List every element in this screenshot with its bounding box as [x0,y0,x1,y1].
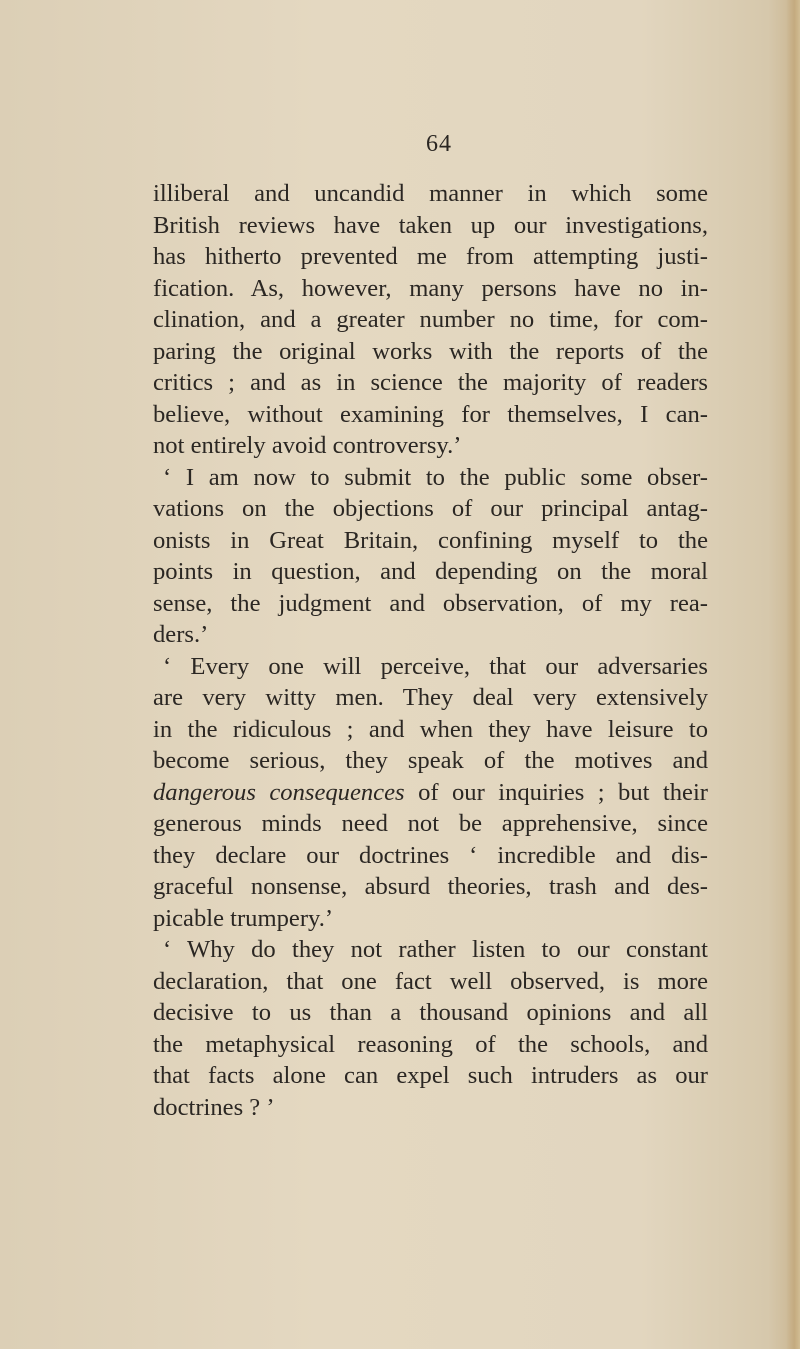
text-line: British reviews have taken up our investigations, [153,211,708,239]
text-line: onists in Great Britain, confining myself to the [153,526,708,554]
text-line: picable trumpery.’ [153,904,334,932]
text-line: not entirely avoid controversy.’ [153,432,462,459]
text-line: clination, and a greater number no time, for com- [153,306,708,333]
text-line: paring the original works with the reports of the [153,337,708,365]
text-line: that facts alone can expel such intruders as our [153,1062,708,1089]
text-line: decisive to us than a thousand opinions and all [153,999,708,1026]
text-line: generous minds need not be apprehensive, since [153,810,708,837]
text-line: believe, without examining for themselves, I can- [153,400,708,428]
emphasis-text: dangerous consequences [153,778,405,806]
text-line: has hitherto prevented me from attempting justi- [153,243,708,270]
text-line: illiberal and uncandid manner in which some [153,180,708,207]
text-line: ‘ Every one will perceive, that our adversaries [163,652,708,680]
text-line: the metaphysical reasoning of the schools, and [153,1030,708,1058]
text-line-remainder: of our inquiries ; but their [418,778,708,806]
text-line: points in question, and depending on the moral [153,558,708,585]
text-line: vations on the objections of our principal antag- [153,495,708,522]
page-edge-shadow [786,0,800,1349]
text-line: in the ridiculous ; and when they have leisure to [153,715,708,743]
text-line: become serious, they speak of the motives and [153,747,708,774]
text-line: ‘ Why do they not rather listen to our constant [163,936,708,963]
text-line: declaration, that one fact well observed, is more [153,967,708,995]
text-line: doctrines ? ’ [153,1093,275,1121]
text-line: critics ; and as in science the majority of readers [153,369,708,396]
text-line: ders.’ [153,621,209,648]
text-line-with-emphasis [153,777,708,809]
text-line: ‘ I am now to submit to the public some obser- [163,463,708,491]
text-line: are very witty men. They deal very extensively [153,684,708,711]
text-line: graceful nonsense, absurd theories, trash and des- [153,873,708,900]
body-text [153,178,708,1123]
page-number: 64 [426,131,452,157]
text-line: sense, the judgment and observation, of my rea- [153,589,708,617]
text-line: they declare our doctrines ‘ incredible and dis- [153,841,708,869]
text-line: fication. As, however, many persons have no in- [153,274,708,302]
